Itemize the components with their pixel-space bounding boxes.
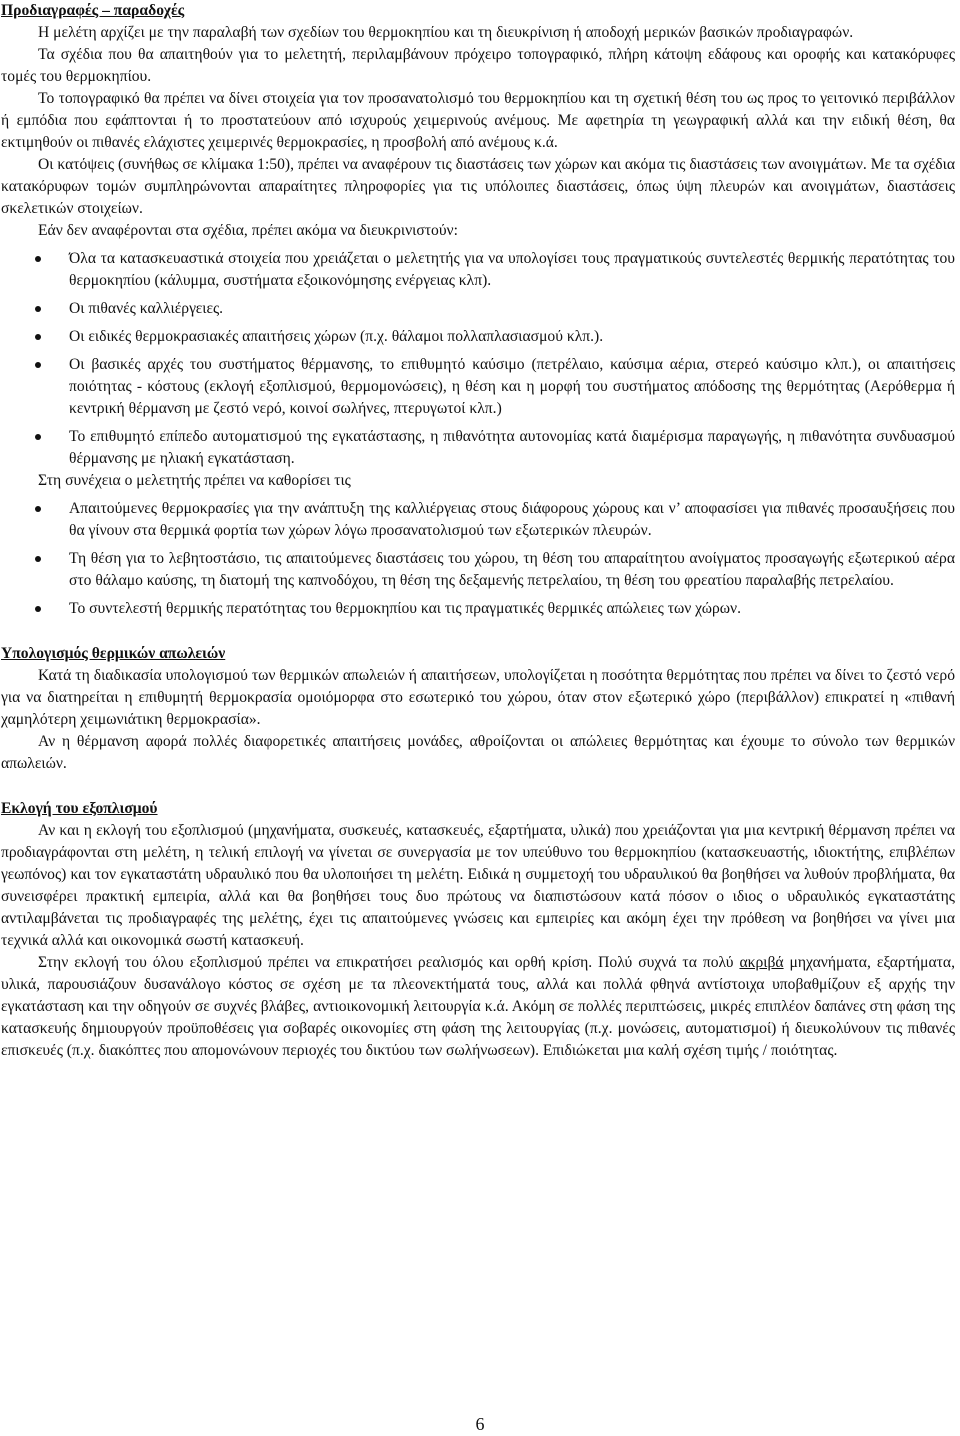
bullet-list-clarifications xyxy=(1,248,955,470)
paragraph: Αν η θέρμανση αφορά πολλές διαφορετικές απαιτήσεις μονάδες, αθροίζονται οι απώλειες θερμότητας και έχουμε το σύνολο των θερμικών απωλειών. xyxy=(1,733,955,772)
list-item: Οι ειδικές θερμοκρασιακές απαιτήσεις χώρων (π.χ. θάλαμοι πολλαπλασιασμού κλπ.). xyxy=(1,326,955,348)
paragraph-text: μηχανήματα, εξαρτήματα, υλικά, παρουσιάζουν δυσανάλογο κόστος σε σχέση με τα πλεονεκτήματά τους, αλλά και πολλά φθηνά αντίστοιχα υποβαθμίζουν εξ αρχής την εγκατάσταση και την οδηγούν σε συχνές βλάβες, αντιοικονομική λειτουργία κ.ά. Ακόμη σε πολλές περιπτώσεις, μικρές επιπλέον δαπάνες στη φάση της κατασκευής δημιουργούν προϋποθέσεις για σοβαρές οικονομίες στη φάση της λειτουργίας (π.χ. μονώσεις, αυτοματισμοί) ή διευκολύνουν τις πιθανές επισκευές (π.χ. διακόπτες που απομονώνουν περιοχές του δικτύου των σωλήνωσεων). Επιδιώκεται μια καλή σχέση τιμής / ποιότητας. xyxy=(1,954,956,1059)
list-item: Οι βασικές αρχές του συστήματος θέρμανσης, το επιθυμητό καύσιμο (πετρέλαιο, καύσιμα αέρια, στερεό καύσιμο κλπ.), οι απαιτήσεις ποιότητας - κόστους (εκλογή εξοπλισμού, θερμομονώσεις), η θέση και η μορφή του συστήματος απόδοσης της θερμότητας (Αερόθερμα ή κεντρική θέρμανση με ζεστό νερό, κοινοί σωλήνες, πτερυγωτοί κλπ.) xyxy=(1,354,955,420)
paragraph xyxy=(1,952,955,1062)
section-title-equipment: Εκλογή του εξοπλισμού xyxy=(1,800,158,817)
paragraph: Στη συνέχεια ο μελετητής πρέπει να καθορίσει τις xyxy=(38,472,351,489)
paragraph-text: Στην εκλογή του όλου εξοπλισμού πρέπει να επικρατήσει ρεαλισμός και ορθή κρίση. Πολύ συχνά τα πολύ xyxy=(38,954,740,971)
list-item: Απαιτούμενες θερμοκρασίες για την ανάπτυξη της καλλιέργειας στους διάφορους χώρους και ν’ αποφασίσει για πιθανές προσαυξήσεις που θα γίνουν στα θερμικά φορτία των χώρων λόγω προσανατολισμού των εξωτερικών πλευρών. xyxy=(1,498,955,542)
list-item: Οι πιθανές καλλιέργειες. xyxy=(1,298,955,320)
section-title-heat-loss: Υπολογισμός θερμικών απωλειών xyxy=(1,645,226,662)
paragraph: Κατά τη διαδικασία υπολογισμού των θερμικών απωλειών ή απαιτήσεων, υπολογίζεται η ποσότητα θερμότητας που πρέπει να δίνει το ζεστό νερό για να διατηρείται η επιθυμητή θερμοκρασία ομοιόμορφα στο εσωτερικό του χώρου, όταν στον εξωτερικό χώρο (περιβάλλον) επικρατεί η «πιθανή χαμηλότερη χειμωνιάτικη θερμοκρασία». xyxy=(1,667,955,728)
paragraph: Αν και η εκλογή του εξοπλισμού (μηχανήματα, συσκευές, κατασκευές, εξαρτήματα, υλικά) που χρειάζονται για μια κεντρική θέρμανση πρέπει να προδιαγράφονται στη μελέτη, η τελική επιλογή να γίνεται σε συνεργασία με τον υπεύθυνο του θερμοκηπίου (κατασκευαστής, ιδιοκτήτης, επιβλέπων γεωπόνος) και τον εγκαταστάτη υδραυλικό που θα υλοποιήσει τη μελέτη. Ειδικά η συμμετοχή του υδραυλικού θα βοηθήσει να λυθούν προβλήματα, θα συνεισφέρει πρακτική εμπειρία, αλλά και θα βοηθήσει τους δυο πρώτους να διαπιστώσουν κατά πόσον ο ιδιος ο υδραυλικός εγκαταστάτης αντιλαμβάνεται τις προδιαγραφές της μελέτης, έχει τις απαιτούμενες γνώσεις και εμπειρίες και ακόμη έχει την πρόθεση να βοηθήσει να γίνει μια τεχνικά αλλά και οικονομικά σωστή κατασκευή. xyxy=(1,822,955,949)
bullet-list-designer-tasks xyxy=(1,498,955,620)
paragraph: Το τοπογραφικό θα πρέπει να δίνει στοιχεία για τον προσανατολισμό του θερμοκηπίου και τη σχετική θέση του ως προς το γειτονικό περιβάλλον ή εμπόδια που εφάπτονται ή το προστατεύουν από ισχυρούς χειμερινούς ανέμους. Με αφετηρία τη γεωγραφική αλλά και την ειδική θέση, θα εκτιμηθούν οι πιθανές ελάχιστες χειμερινές θερμοκρασίες, η προσβολή από ανέμους κ.ά. xyxy=(1,90,955,151)
section-title-specifications: Προδιαγραφές – παραδοχές xyxy=(1,2,185,19)
page-number: 6 xyxy=(475,1414,485,1434)
list-item: Το επιθυμητό επίπεδο αυτοματισμού της εγκατάστασης, η πιθανότητα αυτονομίας κατά διαμέρισμα παραγωγής, η πιθανότητα συνδυασμού θέρμανσης με ηλιακή εγκατάσταση. xyxy=(1,426,955,470)
paragraph: Οι κατόψεις (συνήθως σε κλίμακα 1:50), πρέπει να αναφέρουν τις διαστάσεις των χώρων και ακόμα τις διαστάσεις των ανοιγμάτων. Με τα σχέδια κατακόρυφων τομών συμπληρώνονται απαραίτητες πληροφορίες για τις υπόλοιπες διαστάσεις, όπως ύψη πλευρών και ανοιγμάτων, διαστάσεις σκελετικών στοιχείων. xyxy=(1,156,955,217)
list-item: Τη θέση για το λεβητοστάσιο, τις απαιτούμενες διαστάσεις του χώρου, τη θέση του απαραίτητου ανοίγματος προσαγωγής εξωτερικού αέρα στο θάλαμο καύσης, τη διατομή της καπνοδόχου, τη θέση της δεξαμενής πετρελαίου, τη θέση του φρεατίου παραλαβής πετρελαίου. xyxy=(1,548,955,592)
paragraph: Η μελέτη αρχίζει με την παραλαβή των σχεδίων του θερμοκηπίου και τη διευκρίνιση ή αποδοχή μερικών βασικών προδιαγραφών. xyxy=(38,24,854,41)
list-item: Όλα τα κατασκευαστικά στοιχεία που χρειάζεται ο μελετητής για να υπολογίσει τους πραγματικούς συντελεστές θερμικής περατότητας του θερμοκηπίου (κάλυμμα, συστήματα εξοικονόμησης ενέργειας κλπ). xyxy=(1,248,955,292)
underlined-word: ακριβά xyxy=(739,954,784,971)
paragraph: Εάν δεν αναφέρονται στα σχέδια, πρέπει ακόμα να διευκρινιστούν: xyxy=(38,222,458,239)
list-item: Το συντελεστή θερμικής περατότητας του θερμοκηπίου και τις πραγματικές θερμικές απώλειες των χώρων. xyxy=(1,598,955,620)
paragraph: Τα σχέδια που θα απαιτηθούν για το μελετητή, περιλαμβάνουν πρόχειρο τοπογραφικό, πλήρη κάτοψη εδάφους και οροφής και κατακόρυφες τομές του θερμοκηπίου. xyxy=(1,46,955,85)
